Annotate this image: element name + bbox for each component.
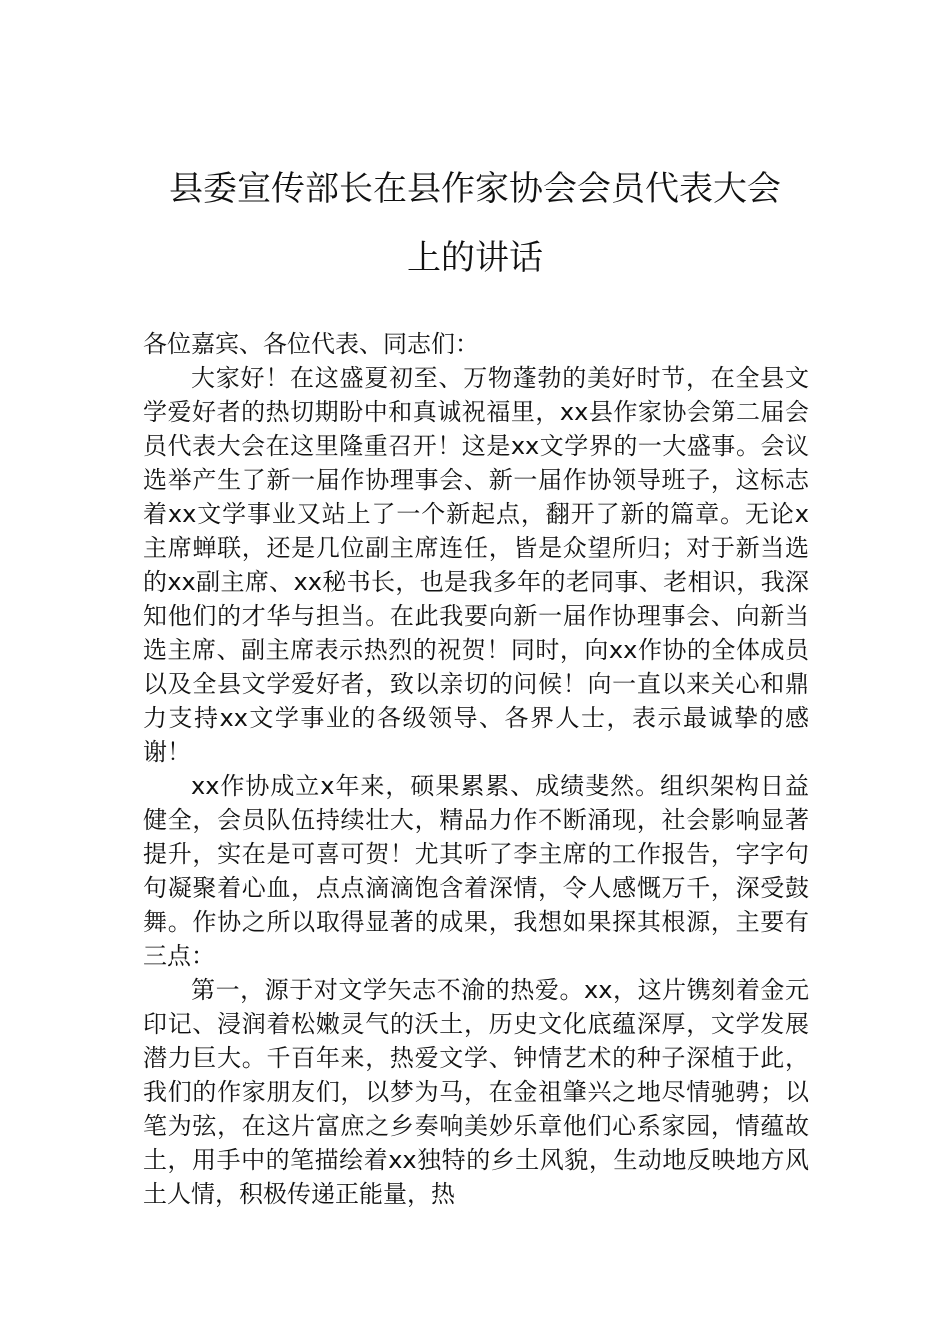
document-title-line-1: 县委宣传部长在县作家协会会员代表大会 [169, 169, 781, 209]
paragraph-first-point: 第一，源于对文学矢志不渝的热爱。xx，这片镌刻着金元印记、浸润着松嫩灵气的沃土，历史文化底蕴深厚，文学发展潜力巨大。千百年来，热爱文学、钟情艺术的种子深植于此，我们的作家朋友们，以梦为马，在金祖肇兴之地尽情驰骋；以笔为弦，在这片富庶之乡奏响美妙乐章他们心系家园，情蕴故土，用手中的笔描绘着xx独特的乡土风貌，生动地反映地方风土人情，积极传递正能量，热 [143, 976, 809, 1208]
paragraph-achievements: xx作协成立x年来，硕果累累、成绩斐然。组织架构日益健全，会员队伍持续壮大，精品力作不断涌现，社会影响显著提升，实在是可喜可贺！尤其听了李主席的工作报告，字字句句凝聚着心血，点点滴滴饱含着深情，令人感慨万千，深受鼓舞。作协之所以取得显著的成果，我想如果探其根源，主要有三点： [143, 772, 809, 970]
document-body [143, 327, 809, 1211]
paragraph-opening: 大家好！在这盛夏初至、万物蓬勃的美好时节，在全县文学爱好者的热切期盼中和真诚祝福里，xx县作家协会第二届会员代表大会在这里隆重召开！这是xx文学界的一大盛事。会议选举产生了新一届作协理事会、新一届作协领导班子，这标志着xx文学事业又站上了一个新起点，翻开了新的篇章。无论x主席蝉联，还是几位副主席连任，皆是众望所归；对于新当选的xx副主席、xx秘书长，也是我多年的老同事、老相识，我深知他们的才华与担当。在此我要向新一届作协理事会、向新当选主席、副主席表示热烈的祝贺！同时，向xx作协的全体成员以及全县文学爱好者，致以亲切的问候！向一直以来关心和鼎力支持xx文学事业的各级领导、各界人士，表示最诚挚的感谢！ [143, 364, 809, 766]
document-title-line-2: 上的讲话 [407, 238, 543, 278]
salutation: 各位嘉宾、各位代表、同志们： [143, 330, 479, 358]
